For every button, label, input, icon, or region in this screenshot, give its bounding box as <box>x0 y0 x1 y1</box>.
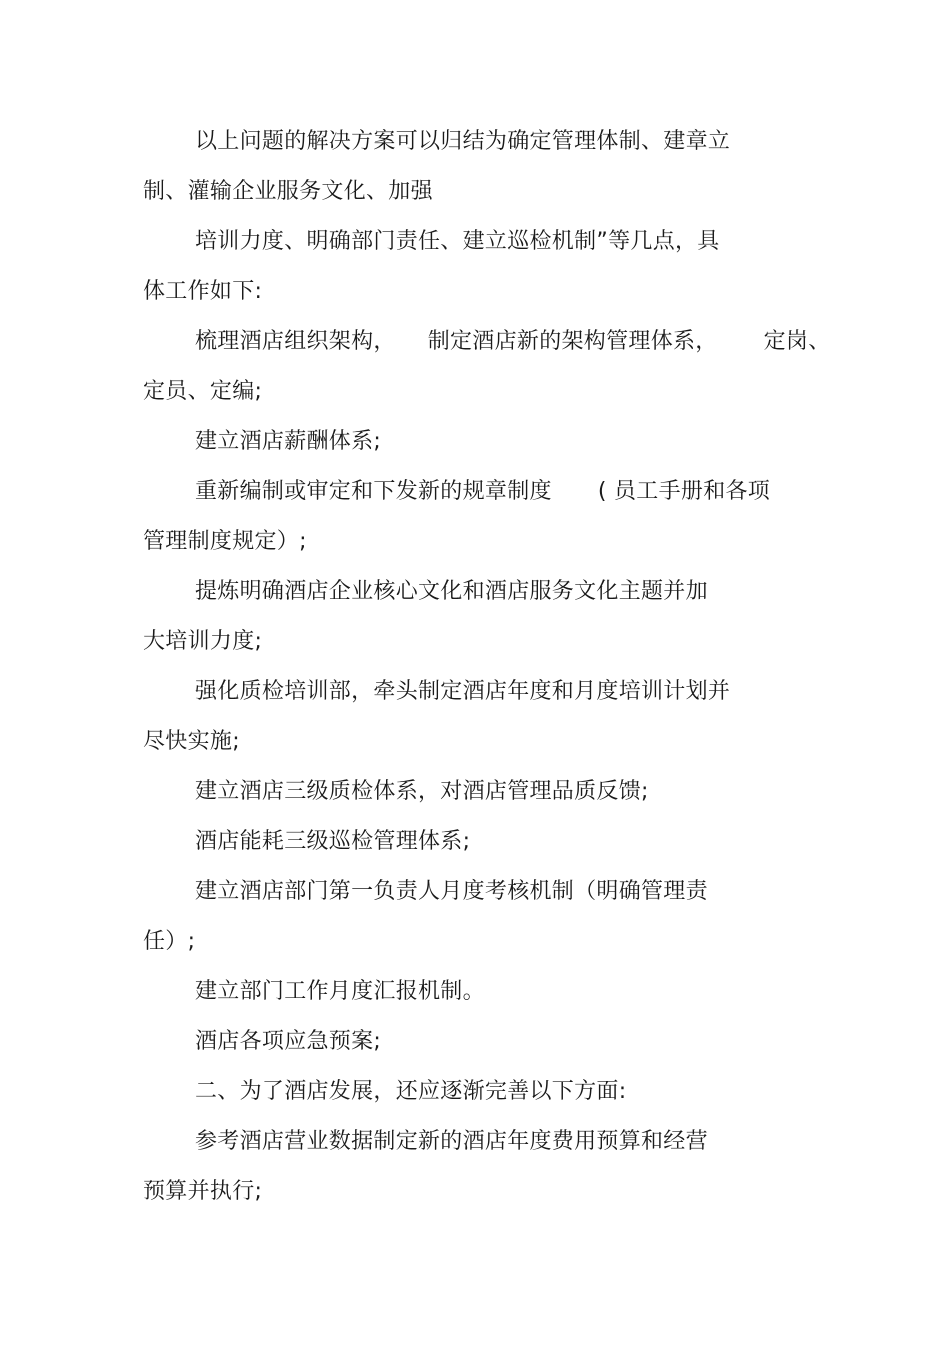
paragraph-line: 参考酒店营业数据制定新的酒店年度费用预算和经营 <box>195 1129 708 1154</box>
paragraph-line: 任）; <box>143 929 196 954</box>
paragraph-line: 培训力度、明确部门责任、建立巡检机制”等几点，具 <box>195 229 720 254</box>
paragraph-line: 制、灌输企业服务文化、加强 <box>143 179 433 204</box>
paragraph-line: 管理制度规定）; <box>143 529 307 554</box>
paragraph-line: 定员、定编; <box>143 379 263 404</box>
paragraph-line: 以上问题的解决方案可以归结为确定管理体制、建章立 <box>195 129 731 154</box>
paragraph-line: 建立酒店部门第一负责人月度考核机制（明确管理责 <box>195 879 708 904</box>
paragraph-line: 酒店能耗三级巡检管理体系; <box>195 829 471 854</box>
text-segment: 梳理酒店组织架构， <box>195 329 396 354</box>
paragraph-line: 酒店各项应急预案; <box>195 1029 382 1054</box>
paragraph-line: 建立酒店薪酬体系; <box>195 429 382 454</box>
text-segment: 定岗、 <box>763 329 831 354</box>
paragraph-line: 强化质检培训部，牵头制定酒店年度和月度培训计划并 <box>195 679 731 704</box>
paragraph-line: 建立酒店三级质检体系，对酒店管理品质反馈; <box>195 779 649 804</box>
paragraph-line: 大培训力度; <box>143 629 263 654</box>
text-segment: 重新编制或审定和下发新的规章制度 <box>195 479 552 504</box>
paragraph-line: 尽快实施; <box>143 729 240 754</box>
paragraph-line <box>195 329 831 355</box>
paragraph-line: 预算并执行; <box>143 1179 263 1204</box>
text-segment: 制定酒店新的架构管理体系， <box>427 329 718 354</box>
paragraph-line: 建立部门工作月度汇报机制。 <box>195 979 485 1004</box>
paragraph-line: 体工作如下: <box>143 279 263 304</box>
paragraph-line <box>195 479 770 505</box>
section-heading: 二、为了酒店发展，还应逐渐完善以下方面: <box>195 1079 627 1104</box>
text-segment: ( 员工手册和各项 <box>597 479 771 504</box>
paragraph-line: 提炼明确酒店企业核心文化和酒店服务文化主题并加 <box>195 579 708 604</box>
